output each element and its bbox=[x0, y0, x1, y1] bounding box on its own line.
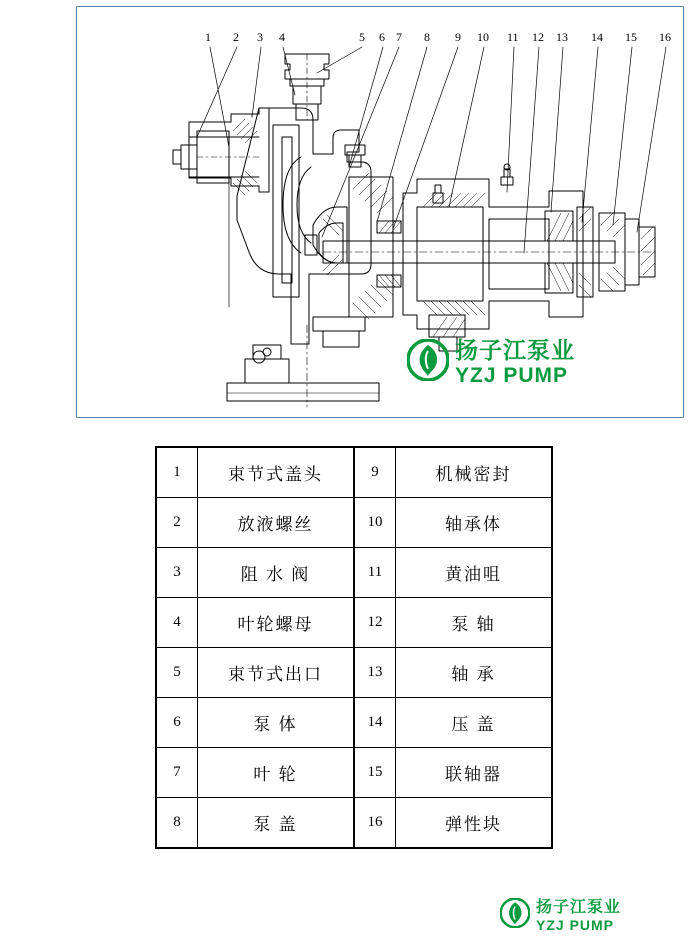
table-row bbox=[156, 698, 552, 748]
part-name: 泵 盖 bbox=[198, 798, 355, 849]
part-number: 16 bbox=[354, 798, 396, 849]
callout-14: 14 bbox=[591, 30, 603, 44]
table-row bbox=[156, 598, 552, 648]
callout-4: 4 bbox=[279, 30, 285, 44]
part-name: 束节式盖头 bbox=[198, 447, 355, 498]
part-number: 9 bbox=[354, 447, 396, 498]
pump-sectional-drawing bbox=[77, 7, 683, 417]
callout-9: 9 bbox=[455, 30, 461, 44]
callout-6: 6 bbox=[379, 30, 385, 44]
part-name: 轴承体 bbox=[396, 498, 553, 548]
table-row bbox=[156, 798, 552, 849]
callout-10: 10 bbox=[477, 30, 489, 44]
callout-1: 1 bbox=[205, 30, 211, 44]
callout-3: 3 bbox=[257, 30, 263, 44]
callout-12: 12 bbox=[532, 30, 544, 44]
callout-16: 16 bbox=[659, 30, 671, 44]
part-name: 机械密封 bbox=[396, 447, 553, 498]
part-number: 1 bbox=[156, 447, 198, 498]
part-name: 泵 体 bbox=[198, 698, 355, 748]
part-number: 13 bbox=[354, 648, 396, 698]
part-number: 10 bbox=[354, 498, 396, 548]
table-row bbox=[156, 498, 552, 548]
table-row bbox=[156, 548, 552, 598]
callout-8: 8 bbox=[424, 30, 430, 44]
part-name: 轴 承 bbox=[396, 648, 553, 698]
part-number: 4 bbox=[156, 598, 198, 648]
part-number: 12 bbox=[354, 598, 396, 648]
brand-name-en: YZJ PUMP bbox=[536, 916, 615, 933]
part-number: 6 bbox=[156, 698, 198, 748]
yzj-leaf-icon bbox=[407, 339, 449, 386]
part-name: 放液螺丝 bbox=[198, 498, 355, 548]
brand-logo-footer bbox=[500, 898, 621, 933]
callout-5: 5 bbox=[359, 30, 365, 44]
brand-name-cn: 扬子江泵业 bbox=[455, 338, 575, 363]
yzj-leaf-icon bbox=[500, 898, 530, 933]
table-row bbox=[156, 447, 552, 498]
part-name: 联轴器 bbox=[396, 748, 553, 798]
part-name: 泵 轴 bbox=[396, 598, 553, 648]
parts-legend-table bbox=[155, 446, 553, 849]
part-name: 黄油咀 bbox=[396, 548, 553, 598]
part-number: 2 bbox=[156, 498, 198, 548]
part-number: 14 bbox=[354, 698, 396, 748]
callout-11: 11 bbox=[507, 30, 519, 44]
part-number: 7 bbox=[156, 748, 198, 798]
diagram-panel bbox=[76, 6, 684, 418]
part-number: 3 bbox=[156, 548, 198, 598]
part-name: 束节式出口 bbox=[198, 648, 355, 698]
callout-2: 2 bbox=[233, 30, 239, 44]
callout-7: 7 bbox=[396, 30, 402, 44]
callout-15: 15 bbox=[625, 30, 637, 44]
part-name: 叶轮螺母 bbox=[198, 598, 355, 648]
table-row bbox=[156, 648, 552, 698]
part-name: 压 盖 bbox=[396, 698, 553, 748]
part-name: 弹性块 bbox=[396, 798, 553, 849]
part-number: 5 bbox=[156, 648, 198, 698]
part-name: 叶 轮 bbox=[198, 748, 355, 798]
callout-13: 13 bbox=[556, 30, 568, 44]
part-name: 阻 水 阀 bbox=[198, 548, 355, 598]
part-number: 15 bbox=[354, 748, 396, 798]
part-number: 11 bbox=[354, 548, 396, 598]
brand-logo-diagram bbox=[407, 339, 575, 386]
brand-name-en: YZJ PUMP bbox=[455, 364, 569, 387]
table-row bbox=[156, 748, 552, 798]
brand-name-cn: 扬子江泵业 bbox=[536, 898, 622, 916]
part-number: 8 bbox=[156, 798, 198, 849]
